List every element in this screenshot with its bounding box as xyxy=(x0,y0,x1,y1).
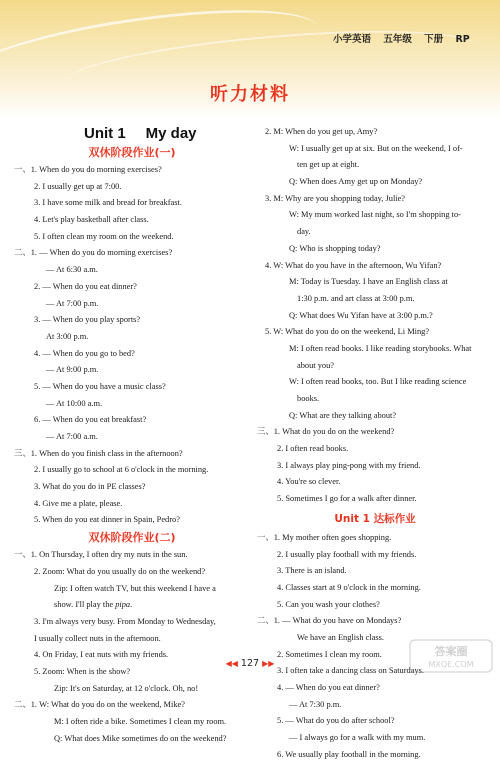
text-span: show. I'll play the xyxy=(54,600,114,610)
text-line: 5. W: What do you do on the weekend, Li Ming? xyxy=(265,327,430,337)
text-line: 2. M: When do you get up, Amy? xyxy=(265,127,378,136)
grade-label: 五年级 xyxy=(383,34,412,45)
text-line: M: Today is Tuesday. I have an English class at xyxy=(289,277,448,287)
unit-topic: My day xyxy=(145,125,197,142)
text-line: 2. — When do you eat dinner? xyxy=(34,281,137,291)
text-line: 4. — When do you eat dinner? xyxy=(277,683,380,692)
text-line: 6. — When do you eat breakfast? xyxy=(34,415,147,425)
text-line: 2. I usually play football with my friends. xyxy=(277,549,417,559)
text-line: — At 7:00 a.m. xyxy=(46,432,98,441)
text-line: 2. I often read books. xyxy=(277,444,349,454)
page-title: 听力材料 xyxy=(210,84,290,105)
text-line: Q: Who is shopping today? xyxy=(289,243,381,253)
svg-text:MXQE.COM: MXQE.COM xyxy=(428,660,474,669)
text-line: 3. I have some milk and bread for breakfast. xyxy=(34,198,182,208)
text-line: We have an English class. xyxy=(297,632,385,642)
text-line: 3. I often take a dancing class on Saturdays. xyxy=(277,666,424,676)
text-line: 5. Zoom: When is the show? xyxy=(34,666,131,676)
text-line: about you? xyxy=(297,360,334,370)
text-line: Q: What does Wu Yifan have at 3:00 p.m.? xyxy=(289,310,433,320)
watermark-logo xyxy=(408,638,494,674)
italic-word: pipa xyxy=(115,600,131,610)
text-line: 4. Classes start at 9 o'clock in the morning. xyxy=(277,582,421,592)
text-line: At 3:00 p.m. xyxy=(46,331,89,341)
text-line: ten get up at eight. xyxy=(297,160,360,170)
svg-text:答案圈: 答案圈 xyxy=(434,645,468,658)
unit-name: Unit 1 xyxy=(84,125,126,142)
text-line: — At 7:00 p.m. xyxy=(46,298,99,308)
unit-heading xyxy=(84,124,250,144)
text-line: 2. I usually get up at 7:00. xyxy=(34,181,122,191)
text-line: — At 10:00 a.m. xyxy=(46,398,103,408)
section-heading: Unit 1 达标作业 xyxy=(334,512,416,525)
text-line: — At 9:00 p.m. xyxy=(46,365,99,375)
text-line: Zip: I often watch TV, but this weekend I have a xyxy=(54,583,216,593)
text-line: books. xyxy=(297,394,320,403)
text-line: 4. Let's play basketball after class. xyxy=(34,215,149,225)
text-line: 5. When do you eat dinner in Spain, Pedro? xyxy=(34,515,180,525)
term-label: 下册 xyxy=(424,34,444,45)
text-line: 3. I'm always very busy. From Monday to Wednesday, xyxy=(34,616,216,626)
text-line: 4. Give me a plate, please. xyxy=(34,498,123,508)
text-line: 3. There is an island. xyxy=(277,566,347,576)
text-line: 4. You're so clever. xyxy=(277,477,341,487)
text-line: 一、1. When do you do morning exercises? xyxy=(14,165,162,174)
section-heading: 双休阶段作业(二) xyxy=(88,531,176,545)
section-heading: 双休阶段作业(一) xyxy=(88,146,176,159)
text-line: 3. What do you do in PE classes? xyxy=(34,482,146,492)
text-line: 2. Zoom: What do you usually do on the weekend? xyxy=(34,566,206,576)
text-line: — At 7:30 p.m. xyxy=(289,699,342,709)
text-line: 4. W: What do you have in the afternoon, Wu Yifan? xyxy=(265,260,442,270)
text-line: 4. — When do you go to bed? xyxy=(34,348,135,358)
text-line: W: I often read books, too. But I like reading science xyxy=(289,377,467,387)
text-line: 6. We usually play football in the morning. xyxy=(277,749,421,759)
page-number: 127 xyxy=(240,658,260,669)
edition-label: RP xyxy=(455,34,470,45)
text-line: 二、1. — When do you do morning exercises? xyxy=(14,248,173,258)
subject-label: 小学英语 xyxy=(333,34,372,45)
text-line: 三、1. When do you finish class in the afternoon? xyxy=(14,448,183,458)
text-line: 一、1. On Thursday, I often dry my nuts in the sun. xyxy=(14,550,188,560)
text-line: 2. I usually go to school at 6 o'clock in the morning. xyxy=(34,465,209,475)
text-line: W: I usually get up at six. But on the weekend, I of- xyxy=(289,143,463,153)
text-line: — I always go for a walk with my mum. xyxy=(289,733,426,743)
text-line: 1:30 p.m. and art class at 3:00 p.m. xyxy=(297,293,415,303)
text-line: Q: When does Amy get up on Monday? xyxy=(289,177,423,187)
text-line: Zip: It's on Saturday, at 12 o'clock. Oh, no! xyxy=(54,683,199,693)
text-line: 5. Can you wash your clothes? xyxy=(277,599,380,609)
text-line: M: I often ride a bike. Sometimes I clean my room. xyxy=(54,717,227,726)
left-column xyxy=(14,124,250,747)
text-line: Q: What are they talking about? xyxy=(289,410,397,420)
book-info xyxy=(333,31,479,45)
text-line: day. xyxy=(297,227,311,237)
text-line: M: I often read books. I like reading storybooks. What xyxy=(289,343,472,353)
text-line: 2. Sometimes I clean my room. xyxy=(277,649,382,659)
text-line: 5. — What do you do after school? xyxy=(277,716,395,726)
text-line: 三、1. What do you do on the weekend? xyxy=(257,427,395,437)
text-line: 4. On Friday, I eat nuts with my friends. xyxy=(34,650,169,660)
text-line: 二、1. — What do you have on Mondays? xyxy=(257,616,402,626)
text-line: 二、1. W: What do you do on the weekend, Mike? xyxy=(14,700,185,710)
text-line: W: My mum worked last night, so I'm shopping to- xyxy=(289,210,461,220)
text-line: 5. I often clean my room on the weekend. xyxy=(34,231,174,241)
text-line: I usually collect nuts in the afternoon. xyxy=(34,633,161,643)
text-line: Q: What does Mike sometimes do on the weekend? xyxy=(54,733,227,743)
text-line: 3. I always play ping-pong with my friend. xyxy=(277,460,421,470)
prev-arrows-icon: ◀◀ xyxy=(225,659,238,668)
text-line: 5. — When do you have a music class? xyxy=(34,381,166,391)
text-line: show. I'll play the pipa. xyxy=(54,600,133,610)
text-line: 一、1. My mother often goes shopping. xyxy=(257,532,392,542)
next-arrows-icon: ▶▶ xyxy=(262,659,275,668)
text-line: 3. M: Why are you shopping today, Julie? xyxy=(265,193,406,203)
text-line: 3. — When do you play sports? xyxy=(34,315,141,325)
text-line: 5. Sometimes I go for a walk after dinner. xyxy=(277,494,417,504)
text-line: — At 6:30 a.m. xyxy=(46,265,98,275)
